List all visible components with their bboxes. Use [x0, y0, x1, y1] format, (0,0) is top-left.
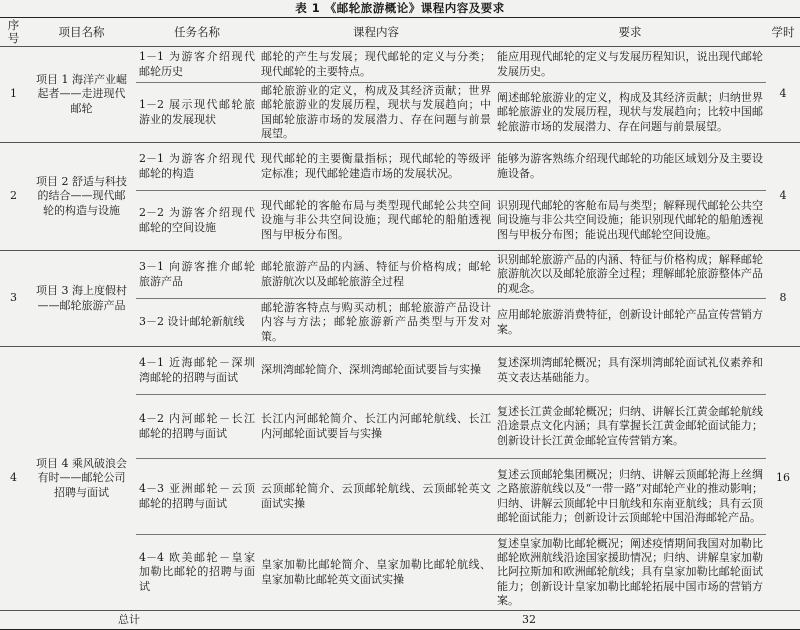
task-requirement: 识别现代邮轮的客舱布局与类型；解释现代邮轮公共空间设施与非公共空间设施；能识别现代邮轮的船舶透视图与甲板分布图；能说出现代邮轮空间设施。	[494, 191, 766, 251]
task-requirement: 复述皇家加勒比邮轮概况；阐述疫情期间我国对加勒比邮轮欧洲航线沿途国家援助情况；归纳、讲解皇家加勒比阿拉斯加和欧洲邮轮航线；具有皇家加勒比邮轮面试能力；创新设计皇家加勒比邮轮拓展中国市场的营销方案。	[494, 535, 766, 611]
header-row	[0, 18, 800, 47]
table-row	[0, 251, 800, 299]
task-content: 现代邮轮的主要衡量指标；现代邮轮的等级评定标准；现代邮轮建造市场的发展状况。	[258, 143, 494, 191]
project-number: 2	[0, 143, 27, 251]
task-requirement: 识别邮轮旅游产品的内涵、特征与价格构成；解释邮轮旅游航次以及邮轮旅游全过程；理解邮轮旅游整体产品的观念。	[494, 251, 766, 299]
task-name: 2－2 为游客介绍现代邮轮的空间设施	[136, 191, 258, 251]
header-task: 任务名称	[174, 24, 220, 39]
table-row	[0, 347, 800, 395]
project-hours: 16	[766, 347, 800, 611]
header-no: 序号	[7, 18, 20, 45]
task-name: 3－1 向游客推介邮轮旅游产品	[136, 251, 258, 299]
total-row	[0, 611, 800, 630]
task-name: 3－2 设计邮轮新航线	[136, 299, 258, 347]
task-requirement: 复述长江黄金邮轮概况；归纳、讲解长江黄金邮轮航线沿途景点文化内涵；具有掌握长江黄金邮轮面试能力；创新设计长江黄金邮轮宣传营销方案。	[494, 395, 766, 459]
task-name: 1－1 为游客介绍现代邮轮历史	[136, 47, 258, 83]
task-requirement: 应用邮轮旅游消费特征，创新设计邮轮产品宣传营销方案。	[494, 299, 766, 347]
project-number: 4	[0, 347, 27, 611]
task-requirement: 复述云顶邮轮集团概况；归纳、讲解云顶邮轮海上丝绸之路旅游航线以及“一带一路”对邮轮产业的推动影响；归纳、讲解云顶邮轮中日航线和东南亚航线；具有云顶邮轮面试能力；创新设计云顶邮轮中国沿海邮轮产品。	[494, 459, 766, 535]
task-content: 皇家加勒比邮轮简介、皇家加勒比邮轮航线、皇家加勒比邮轮英文面试实操	[258, 535, 494, 611]
project-name: 项目 2 舒适与科技的结合——现代邮轮的构造与设施	[27, 143, 136, 251]
task-content: 邮轮的产生与发展；现代邮轮的定义与分类；现代邮轮的主要特点。	[258, 47, 494, 83]
project-name: 项目 3 海上度假村——邮轮旅游产品	[27, 251, 136, 347]
task-content: 邮轮游客特点与购买动机；邮轮旅游产品设计内容与方法；邮轮旅游新产品类型与开发对策。	[258, 299, 494, 347]
project-hours: 4	[766, 47, 800, 143]
header-hours: 学时	[771, 24, 795, 39]
task-content: 邮轮旅游产品的内涵、特征与价格构成；邮轮旅游航次以及邮轮旅游全过程	[258, 251, 494, 299]
project-number: 3	[0, 251, 27, 347]
total-label: 总计	[0, 611, 258, 630]
header-content: 课程内容	[353, 24, 399, 39]
task-requirement: 能应用现代邮轮的定义与发展历程知识，说出现代邮轮发展历史。	[494, 47, 766, 83]
project-number: 1	[0, 47, 27, 143]
task-name: 4－2 内河邮轮－长江邮轮的招聘与面试	[136, 395, 258, 459]
total-value: 32	[258, 611, 800, 630]
table-row	[0, 143, 800, 191]
table-row	[0, 47, 800, 83]
task-content: 邮轮旅游业的定义，构成及其经济贡献；世界邮轮旅游业的发展历程，现状与发展趋向；中国邮轮旅游市场的发展潜力、存在问题与前景展望。	[258, 83, 494, 143]
task-name: 1－2 展示现代邮轮旅游业的发展现状	[136, 83, 258, 143]
course-table	[0, 17, 800, 630]
project-name: 项目 4 乘风破浪会有时——邮轮公司招聘与面试	[27, 347, 136, 611]
project-hours: 4	[766, 143, 800, 251]
task-content: 现代邮轮的客舱布局与类型现代邮轮公共空间设施与非公共空间设施；现代邮轮的船舶透视图与甲板分布图。	[258, 191, 494, 251]
task-name: 2－1 为游客介绍现代邮轮的构造	[136, 143, 258, 191]
task-requirement: 能够为游客熟练介绍现代邮轮的功能区域划分及主要设施设备。	[494, 143, 766, 191]
table-caption: 表 1 《邮轮旅游概论》课程内容及要求	[295, 1, 505, 15]
header-req: 要求	[618, 24, 642, 39]
project-hours: 8	[766, 251, 800, 347]
task-requirement: 阐述邮轮旅游业的定义，构成及其经济贡献；归纳世界邮轮旅游业的发展历程，现状与发展趋向；比较中国邮轮旅游市场的发展潜力、存在问题与前景展望。	[494, 83, 766, 143]
task-name: 4－3 亚洲邮轮－云顶邮轮的招聘与面试	[136, 459, 258, 535]
task-content: 深圳湾邮轮简介、深圳湾邮轮面试要旨与实操	[258, 347, 494, 395]
task-content: 长江内河邮轮简介、长江内河邮轮航线、长江内河邮轮面试要旨与实操	[258, 395, 494, 459]
task-name: 4－1 近海邮轮－深圳湾邮轮的招聘与面试	[136, 347, 258, 395]
task-content: 云顶邮轮简介、云顶邮轮航线、云顶邮轮英文面试实操	[258, 459, 494, 535]
task-name: 4－4 欧美邮轮－皇家加勒比邮轮的招聘与面试	[136, 535, 258, 611]
project-name: 项目 1 海洋产业崛起者——走进现代邮轮	[27, 47, 136, 143]
task-requirement: 复述深圳湾邮轮概况；具有深圳湾邮轮面试礼仪素养和英文表达基础能力。	[494, 347, 766, 395]
header-project: 项目名称	[58, 24, 105, 39]
